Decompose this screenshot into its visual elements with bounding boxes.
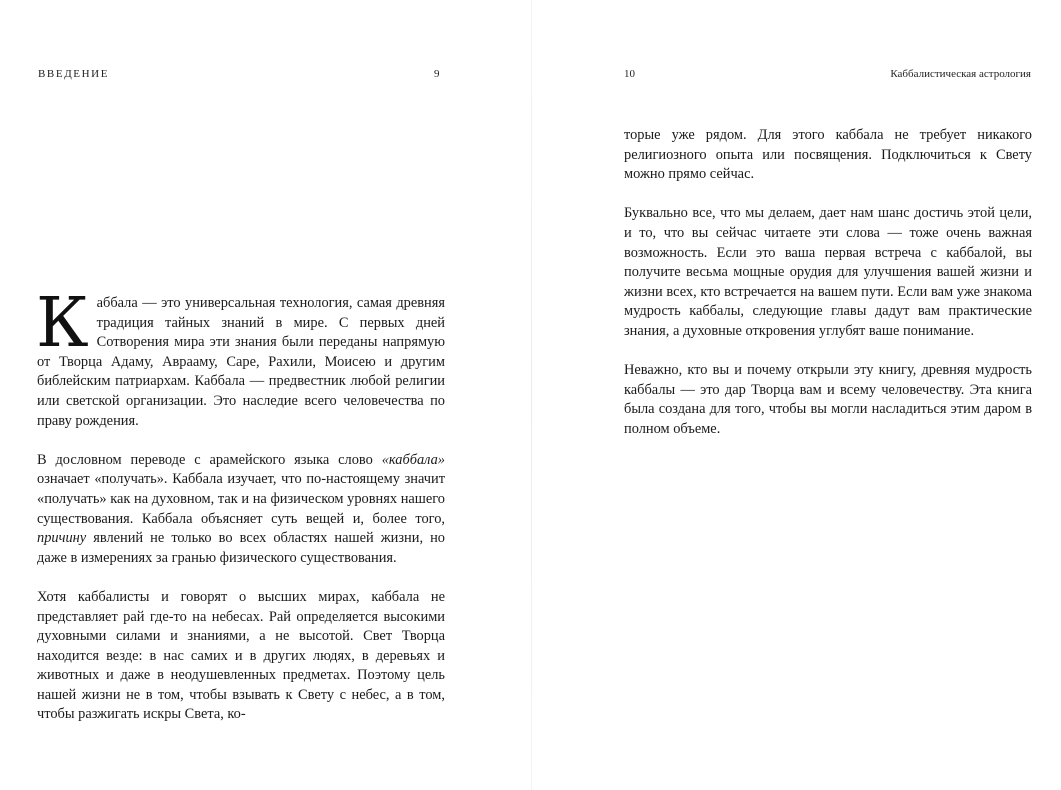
paragraph — [37, 588, 445, 725]
paragraph: Буквально все, что мы делаем, дает нам шанс достичь этой цели, и то, что вы сейчас читаете эти слова — тоже очень важная возможность. Если это ваша первая встреча с каббалой, вы получите весьма мощные орудия для улучшения вашей жизни и жизни всех, кто встречается на вашем пути. Если вам уже знакома мудрость каббалы, следующие главы дадут вам практические знания, а духовные откровения углубят ваше понимание. — [624, 205, 1032, 339]
body-text — [36, 284, 445, 725]
italic-term: причину — [37, 530, 87, 547]
paragraph-text: означает «получать». Каббала изучает, что по-настоящему значит «получать» как на духовном, так и на физическом уровнях нашего существования. Каббала объясняет суть вещей и, более того, — [37, 471, 445, 527]
page-number: 10 — [624, 68, 635, 80]
paragraph — [37, 451, 445, 569]
body-text — [624, 126, 1032, 440]
paragraph — [36, 284, 445, 431]
running-head-title: ВВЕДЕНИЕ — [38, 68, 110, 80]
running-head-title: Каббалистическая астрология — [890, 68, 1031, 80]
right-page — [531, 0, 1061, 790]
page-number: 9 — [434, 68, 440, 80]
paragraph-text: аббала — это универсальная технология, самая древняя традиция тайных знаний в мире. С первых дней Сотворения мира эти знания были переданы напрямую от Творца Адаму, Аврааму, Саре, Рахили, Моисею и другим библейским патриархам. Каббала — предвестник любой религии или светской организации. Это наследие всего человечества по праву рождения. — [37, 295, 445, 429]
paragraph-text: явлений не только во всех областях нашей жизни, но даже в измерениях за гранью физического существования. — [37, 530, 445, 566]
drop-cap: К — [36, 284, 89, 363]
italic-term: «каббала» — [381, 451, 445, 468]
paragraph-text: Хотя каббалисты и говорят о высших мирах, каббала не представляет рай где-то на небесах. Рай определяется высокими духовными силами и знаниями, а не высотой. Свет Творца находится везде: в нас самих и в других людях, в деревьях и животных и даже в неодушевленных предметах. Поэтому цель нашей жизни не в том, чтобы взывать к Свету с небес, а в том, чтобы разжигать искры Света, ко- — [37, 588, 445, 723]
paragraph: торые уже рядом. Для этого каббала не требует никакого религиозного опыта или посвящения. Подключиться к Свету можно прямо сейчас. — [624, 127, 1032, 183]
paragraph-text: В дословном переводе с арамейского языка слово — [37, 451, 382, 468]
paragraph: Неважно, кто вы и почему открыли эту книгу, древняя мудрость каббалы — это дар Творца вам и всему человечеству. Эта книга была создана для того, чтобы вы могли насладиться этим даром в полном объеме. — [624, 362, 1032, 437]
